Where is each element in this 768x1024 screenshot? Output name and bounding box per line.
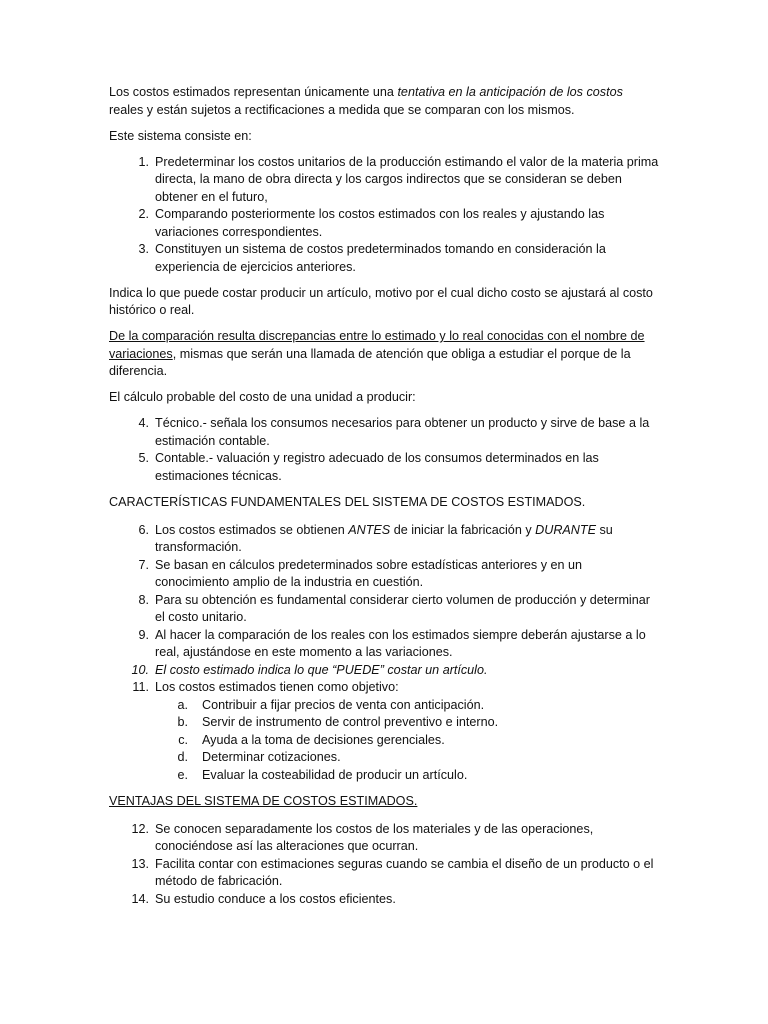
term: Técnico	[155, 416, 200, 430]
list-item: 13. Facilita contar con estimaciones seguras cuando se cambia el diseño de un producto o el método de fabricación.	[131, 856, 654, 888]
list-item: 4. Técnico.- señala los consumos necesarios para obtener un producto y sirve de base a la estimación contable.	[138, 416, 650, 448]
list-item: 1. Predeterminar los costos unitarios de la producción estimando el valor de la materia prima directa, la mano de obra directa y los cargos indirectos que se consideran se deben obtener en el futuro,	[138, 154, 659, 204]
advantages-list	[109, 821, 659, 909]
list-item: 9. Al hacer la comparación de los reales con los estimados siempre deberán ajustarse a lo real, ajustándose en este momento a las variaciones.	[138, 627, 646, 659]
list-item: 3. Constituyen un sistema de costos predeterminados tomando en consideración la experiencia de ejercicios anteriores.	[138, 242, 606, 274]
emphasis-text: tentativa en la anticipación de los costos	[397, 85, 623, 99]
list-item: 12. Se conocen separadamente los costos de los materiales y de las operaciones, conociéndose así las alteraciones que ocurran.	[131, 821, 594, 853]
list-item: 2. Comparando posteriormente los costos estimados con los reales y ajustando las variaciones correspondientes.	[138, 207, 605, 239]
calculation-list	[109, 415, 659, 485]
section-heading-advantages: VENTAJAS DEL SISTEMA DE COSTOS ESTIMADOS.	[109, 793, 418, 808]
list-item: 10. El costo estimado indica lo que “PUEDE” costar un artículo.	[131, 662, 488, 677]
list-item: 6. Los costos estimados se obtienen ANTES de iniciar la fabricación y DURANTE su transformación.	[138, 522, 613, 554]
sublist-item: a. Contribuir a fijar precios de venta con anticipación.	[177, 697, 485, 712]
sublist-item: c. Ayuda a la toma de decisiones gerenciales.	[178, 732, 445, 747]
list-item: 5. Contable.- valuación y registro adecuado de los consumos determinados en las estimaciones técnicas.	[138, 451, 599, 483]
system-steps-list	[109, 154, 659, 277]
term: Contable	[155, 451, 206, 465]
characteristics-list	[109, 522, 659, 785]
list-item: 8. Para su obtención es fundamental considerar cierto volumen de producción y determinar el costo unitario.	[138, 592, 650, 624]
underlined-text: De la comparación resulta discrepancias entre lo estimado y lo real conocidas con el nombre de variaciones	[109, 329, 645, 361]
list-item: 7. Se basan en cálculos predeterminados sobre estadísticas anteriores y en un conocimiento amplio de la industria en cuestión.	[138, 557, 583, 589]
intro-paragraph: Los costos estimados representan únicamente una tentativa en la anticipación de los costos reales y están sujetos a rectificaciones a medida que se comparan con los mismos.	[109, 85, 623, 117]
indication-paragraph: Indica lo que puede costar producir un artículo, motivo por el cual dicho costo se ajustará al costo histórico o real.	[109, 285, 653, 317]
variations-paragraph: De la comparación resulta discrepancias entre lo estimado y lo real conocidas con el nombre de variaciones, mismas que serán una llamada de atención que obliga a estudiar el porque de la diferencia.	[109, 329, 645, 378]
sublist-item: d. Determinar cotizaciones.	[177, 750, 341, 764]
system-intro: Este sistema consiste en:	[109, 128, 252, 143]
calculation-intro: El cálculo probable del costo de una unidad a producir:	[109, 390, 416, 404]
list-item: 14. Su estudio conduce a los costos eficientes.	[131, 891, 396, 906]
document-page	[109, 84, 659, 917]
list-item: 11. Los costos estimados tienen como objetivo: a. Contribuir a fijar precios de venta con anticipación. b. Servir de instrumento de control preventivo e interno. c. Ayuda a la toma de decisiones gerenciales. d. Determinar cotizaciones. e. Evaluar la costeabilidad de producir un artículo.	[109, 679, 659, 784]
section-heading-characteristics: CARACTERÍSTICAS FUNDAMENTALES DEL SISTEMA DE COSTOS ESTIMADOS.	[109, 494, 586, 509]
objectives-sublist	[155, 697, 659, 785]
sublist-item: e. Evaluar la costeabilidad de producir un artículo.	[177, 767, 468, 782]
sublist-item: b. Servir de instrumento de control preventivo e interno.	[177, 715, 499, 729]
